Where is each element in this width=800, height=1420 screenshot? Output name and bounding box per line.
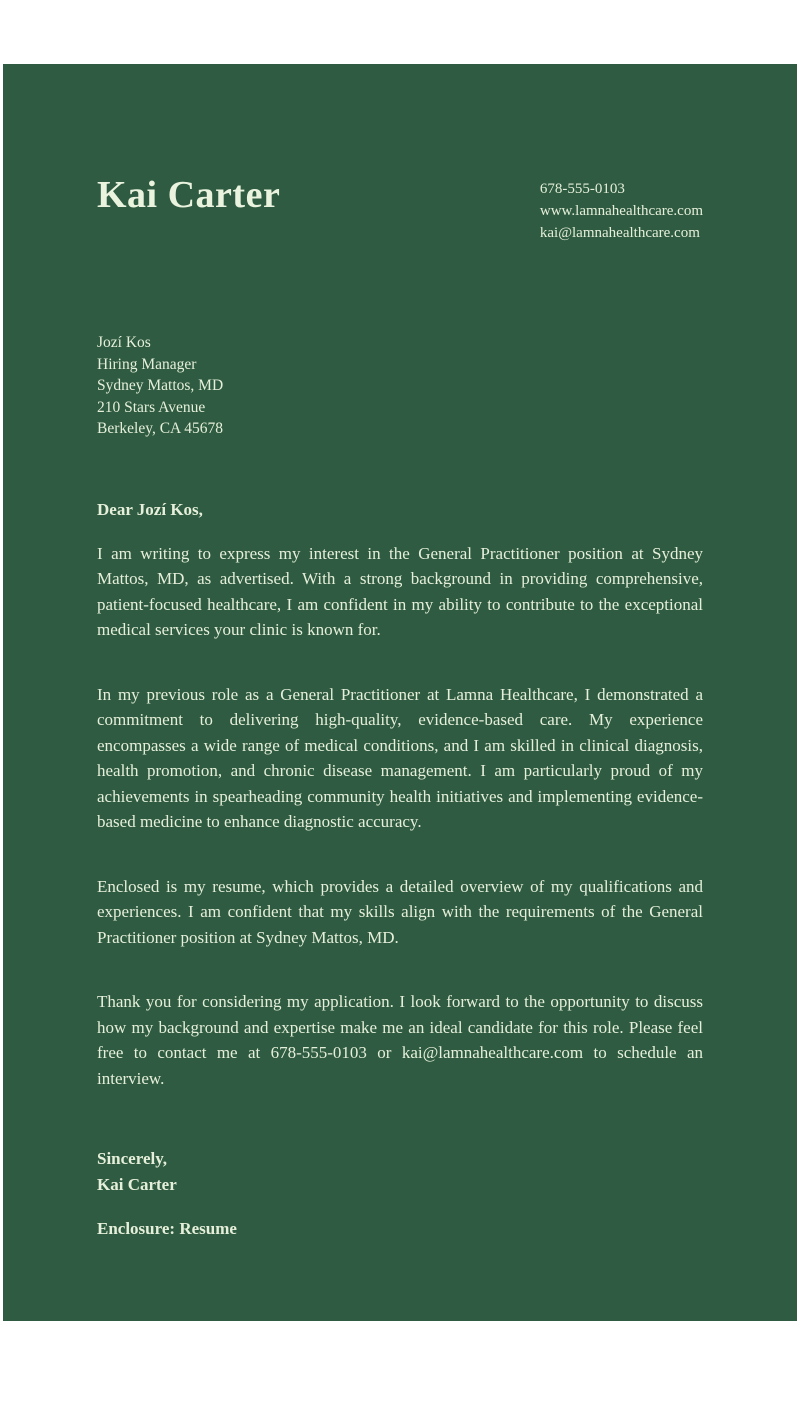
letter-header	[97, 176, 703, 244]
recipient-company: Sydney Mattos, MD	[97, 377, 224, 394]
closing-block	[97, 1146, 703, 1197]
contact-phone: 678-555-0103	[539, 181, 625, 197]
cover-letter-card	[3, 64, 797, 1321]
letter-content	[3, 64, 797, 1242]
body-paragraph-2: In my previous role as a General Practitioner at Lamna Healthcare, I demonstrated a commitment to delivering high-quality, evidence-based care. My experience encompasses a wide range of medical conditions, and I am skilled in clinical diagnosis, health promotion, and chronic disease management. I am particularly proud of my achievements in spearheading community health initiatives and implementing evidence-based medicine to enhance diagnostic accuracy.	[97, 684, 703, 831]
body-paragraph-1: I am writing to express my interest in the General Practitioner position at Sydney Mattos, MD, as advertised. With a strong background in providing comprehensive, patient-focused healthcare, I am confident in my ability to contribute to the exceptional medical services your clinic is known for.	[97, 543, 703, 639]
recipient-address-block	[97, 332, 703, 440]
recipient-title: Hiring Manager	[97, 355, 197, 373]
body-paragraph-3: Enclosed is my resume, which provides a detailed overview of my qualifications and experiences. I am confident that my skills align with the requirements of the General Practitioner position at Sydney Mattos, MD.	[97, 876, 703, 947]
recipient-city: Berkeley, CA 45678	[97, 420, 223, 437]
contact-block	[540, 178, 703, 244]
sender-name: Kai Carter	[97, 174, 281, 216]
signature-name: Kai Carter	[97, 1174, 177, 1194]
recipient-name: Jozí Kos	[97, 334, 151, 351]
salutation: Dear Jozí Kos,	[97, 499, 203, 519]
enclosure-note: Enclosure: Resume	[97, 1219, 237, 1238]
body-paragraph-4: Thank you for considering my application. I look forward to the opportunity to discuss how my background and expertise make me an ideal candidate for this role. Please feel free to contact me at 678-555-0103 or kai@lamnahealthcare.com to schedule an interview.	[97, 992, 703, 1088]
contact-website: www.lamnahealthcare.com	[539, 203, 703, 219]
recipient-street: 210 Stars Avenue	[97, 398, 206, 416]
valediction: Sincerely,	[97, 1149, 168, 1168]
contact-email: kai@lamnahealthcare.com	[539, 225, 700, 241]
